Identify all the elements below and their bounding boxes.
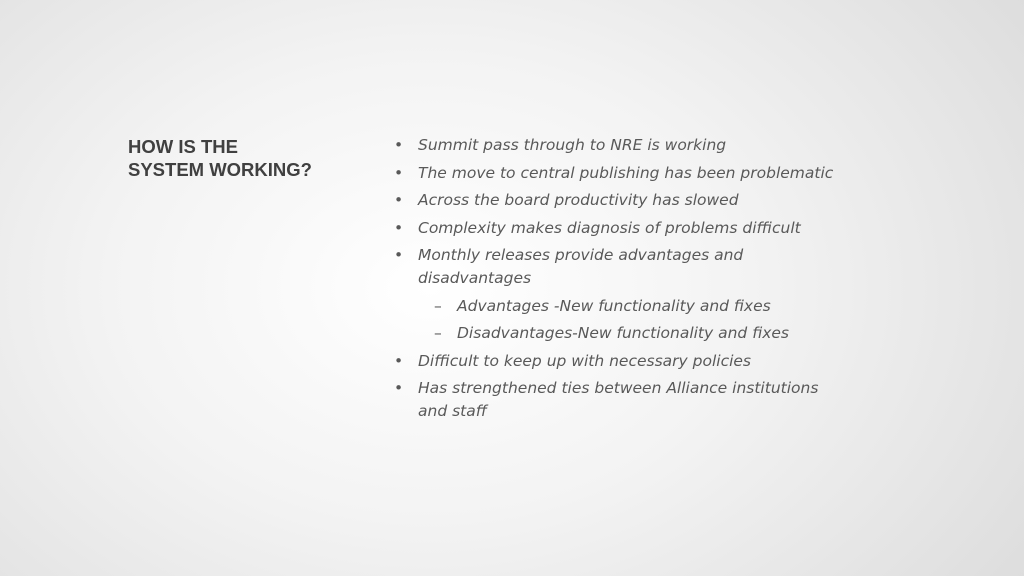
bullet-marker: • xyxy=(394,379,404,397)
bullet-item xyxy=(392,244,852,290)
bullet-marker: • xyxy=(394,218,404,237)
sub-bullet-marker: – xyxy=(434,324,442,342)
sub-bullet-item xyxy=(392,295,852,318)
sub-bullet-text: Disadvantages-New functionality and fixes xyxy=(457,324,789,342)
bullet-item xyxy=(392,162,852,185)
bullet-marker: • xyxy=(394,136,404,154)
bullet-item xyxy=(392,134,852,157)
bullet-marker: • xyxy=(394,163,404,182)
slide-title: HOW IS THE SYSTEM WORKING? xyxy=(128,136,312,180)
bullet-text: Monthly releases provide advantages and disadvantages xyxy=(418,246,744,287)
bullet-list xyxy=(392,134,852,428)
bullet-text: Summit pass through to NRE is working xyxy=(418,136,727,154)
bullet-text: Has strengthened ties between Alliance institutions and staff xyxy=(418,379,819,420)
sub-bullet-item xyxy=(392,322,852,345)
bullet-item xyxy=(392,189,852,212)
bullet-text: Across the board productivity has slowed xyxy=(418,191,739,209)
bullet-text: The move to central publishing has been problematic xyxy=(418,163,834,182)
bullet-text: Complexity makes diagnosis of problems difficult xyxy=(418,218,801,237)
bullet-item xyxy=(392,377,852,423)
bullet-text: Difficult to keep up with necessary policies xyxy=(418,351,752,370)
bullet-item xyxy=(392,217,852,240)
bullet-item xyxy=(392,350,852,373)
bullet-marker: • xyxy=(394,191,404,209)
sub-bullet-text: Advantages -New functionality and fixes xyxy=(457,296,771,315)
sub-bullet-marker: – xyxy=(434,296,442,315)
bullet-marker: • xyxy=(394,351,404,370)
bullet-marker: • xyxy=(394,246,404,264)
